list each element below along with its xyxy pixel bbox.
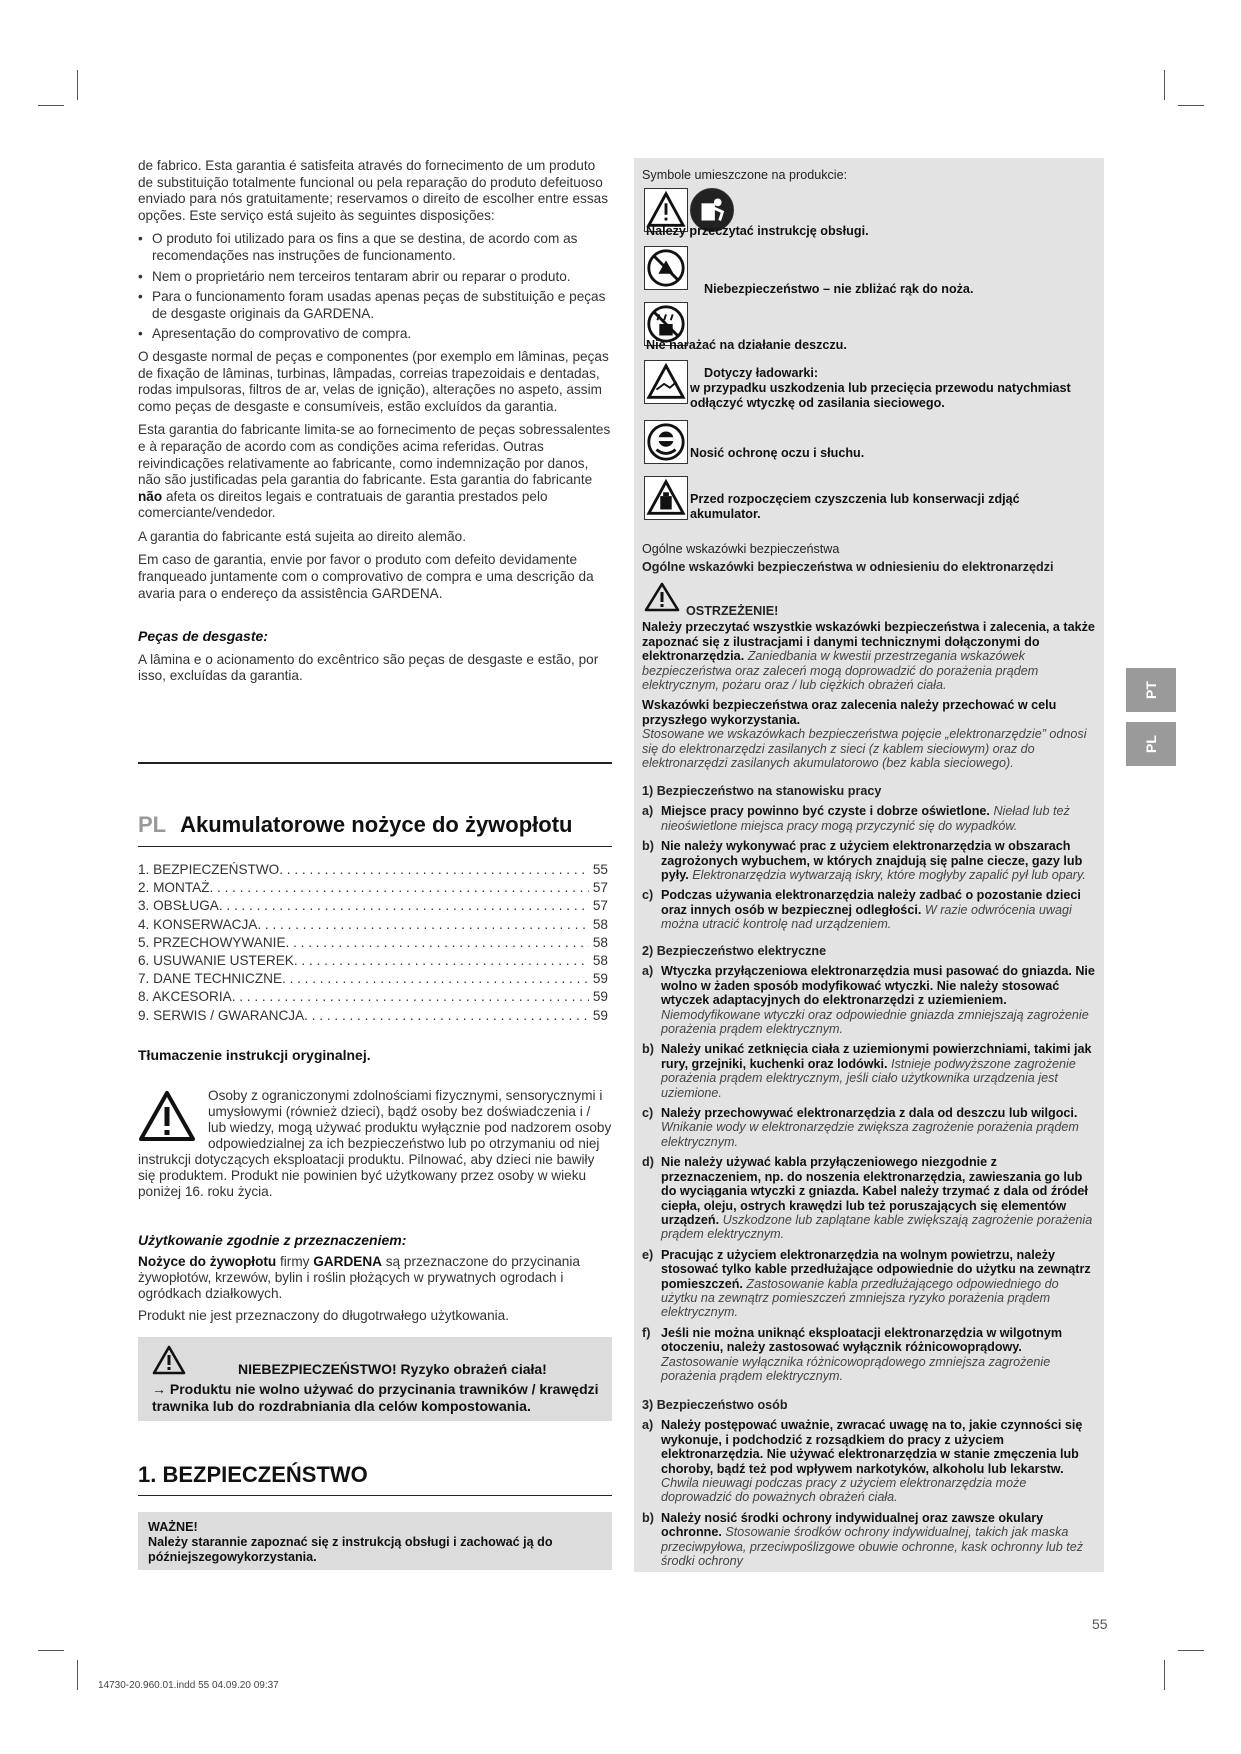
item-label: c) xyxy=(642,888,654,903)
toc-entry[interactable] xyxy=(138,861,608,879)
warranty-intro: de fabrico. Esta garantia é satisfeita através do fornecimento de um produto de substituição totalmente funcional ou pela reparação do produto defeituoso enviado para nós gratuitamente; reservamos o direito de escolher entre essas opções. Este serviço está sujeito às seguintes disposições: xyxy=(138,158,608,223)
section-title: 2) Bezpieczeństwo elektryczne xyxy=(642,944,827,958)
item-italic: W razie odwrócenia uwagi można utracić kontrolę nad urządzeniem. xyxy=(661,902,1072,932)
symbol-label-title: Dotyczy ładowarki: xyxy=(704,366,819,380)
toc-label: 1. BEZPIECZEŃSTWO xyxy=(138,862,280,877)
remove-battery-icon xyxy=(644,476,688,520)
warning-text xyxy=(642,620,1097,693)
toc-entry[interactable] xyxy=(138,897,608,915)
print-footer: 14730-20.960.01.indd 55 04.09.20 09:37 xyxy=(98,1680,279,1691)
item-label: a) xyxy=(642,1418,654,1433)
limit-bold: não xyxy=(138,488,163,504)
symbol-label: w przypadku uszkodzenia lub przecięcia przewodu natychmiast odłączyć wtyczkę od zasilania sieciowego. xyxy=(690,381,1071,410)
item-italic: Chwila nieuwagi podczas pracy z użyciem elektronarzędzia może doprowadzić do poważnych obrażeń ciała. xyxy=(661,1476,1027,1505)
item-italic: Niemodyfikowane wtyczki oraz odpowiednie gniazda zmniejszają zagrożenie porażenia prądem elektrycznym. xyxy=(661,1007,1089,1037)
item-italic: Istnieje podwyższone zagrożenie porażenia prądem elektrycznym, jeśli ciało użytkownika urządzenia jest uziemione. xyxy=(661,1056,1076,1100)
crop-mark xyxy=(1164,70,1165,100)
warning-triangle-icon xyxy=(138,1090,196,1142)
toc-page: 58 xyxy=(592,934,608,950)
toc-page: 55 xyxy=(592,862,608,877)
warning-italic: Zaniedbania w kwestii przestrzegania wskazówek bezpieczeństwa oraz zaleceń mogą doprowadzić do porażenia prądem elektrycznym, pożaru oraz / lub ciężkich obrażeń ciała. xyxy=(642,649,1039,693)
danger-text xyxy=(152,1381,602,1415)
list-item xyxy=(642,964,1097,1036)
toc-entry[interactable] xyxy=(138,934,608,952)
toc-page: 57 xyxy=(592,880,608,896)
item-italic: Zastosowanie wyłącznika różnicowoprądowego zmniejsza zagrożenie porażenia prądem elektrycznym. xyxy=(661,1354,1051,1383)
item-italic: Nieład lub też nieoświetlone miejsca pracy mogą przyczynić się do wypadków. xyxy=(661,804,1070,833)
crop-mark xyxy=(38,1650,64,1651)
item-label: d) xyxy=(642,1155,654,1170)
toc-entry[interactable] xyxy=(138,879,608,897)
item-bold: Wtyczka przyłączeniowa elektronarzędzia musi pasować do gniazda. Nie wolno w żaden sposób modyfikować wtyczki. Nie należy stosować wtyczek adaptacyjnych do elektronarzędzi z uziemieniem. xyxy=(661,964,1095,1008)
toc-leader xyxy=(279,861,589,879)
item-bold: Nie należy wykonywać prac z użyciem elektronarzędzia w obszarach zagrożonych wybuchem, w których znajdują się palne ciecze, gazy lub pyły. xyxy=(661,839,1083,883)
intended-use-text xyxy=(138,1254,612,1302)
list-item: • Nem o proprietário nem terceiros tentaram abrir ou reparar o produto. xyxy=(138,269,612,286)
toc-leader xyxy=(282,970,589,988)
limit-text-1: Esta garantia do fabricante limita-se ao fornecimento de peças sobressalentes e à reparação de acordo com as condições acima referidas. Outras reivindicações relativamente ao fabricante, como indemnização por danos, não são justificadas pela garantia do fabricante. Esta garantia do fabricante xyxy=(138,422,611,488)
toc-label: 4. KONSERWACJA xyxy=(138,916,258,932)
title-underline xyxy=(138,846,612,847)
general-safety-subheading: Ogólne wskazówki bezpieczeństwa w odniesieniu do elektronarzędzi xyxy=(642,560,1054,574)
tab-pl[interactable] xyxy=(1126,722,1176,766)
toc-entry[interactable] xyxy=(138,1007,608,1025)
warranty-conditions-list xyxy=(138,231,612,343)
item-bold: Należy nosić środki ochrony indywidualnej oraz zawsze okulary ochronne. xyxy=(661,1510,1044,1540)
section-title: 1) Bezpieczeństwo na stanowisku pracy xyxy=(642,784,882,798)
list-item: • O produto foi utilizado para os fins a que se destina, de acordo com as recomendações nas instruções de funcionamento. xyxy=(138,231,612,264)
table-of-contents xyxy=(138,861,608,1025)
item-italic: Zastosowanie kabla przedłużającego odpowiedniego do użytku na zewnątrz pomieszczeń zmniejsza ryzyko porażenia prądem elektrycznym. xyxy=(661,1276,1059,1320)
item-label: e) xyxy=(642,1247,654,1262)
crop-mark xyxy=(1164,1660,1165,1690)
item-italic: Elektronarzędzia wytwarzają iskry, które mogłyby zapalić pył lub opary. xyxy=(692,868,1086,883)
item-label: b) xyxy=(642,839,654,854)
product-name: Nożyce do żywopłotu xyxy=(138,1254,277,1269)
limit-text-2: afeta os direitos legais e contratuais de garantia prestados pelo comerciante/vendedor. xyxy=(138,488,548,521)
list-item: • Para o funcionamento foram usadas apenas peças de substituição e peças de desgaste originais da GARDENA. xyxy=(138,289,612,322)
section-title: 3) Bezpieczeństwo osób xyxy=(642,1398,788,1412)
keep-hands-away-icon xyxy=(644,246,688,290)
item-label: a) xyxy=(642,964,654,979)
usage-text-1: firmy xyxy=(280,1254,310,1269)
item-label: a) xyxy=(642,804,654,819)
toc-leader xyxy=(286,934,589,952)
list-item xyxy=(642,1155,1097,1241)
section-divider xyxy=(138,762,612,764)
item-bold: Pracując z użyciem elektronarzędzia na wolnym powietrzu, należy stosować tylko kable przedłużające odpowiednie do użytku na zewnątrz pomieszczeń. xyxy=(661,1247,1091,1291)
warning-label: OSTRZEŻENIE! xyxy=(686,604,779,618)
toc-entry[interactable] xyxy=(138,988,608,1006)
intended-use-section xyxy=(138,1232,612,1330)
toc-label: 2. MONTAŻ xyxy=(138,880,210,896)
children-warning xyxy=(138,1088,612,1200)
tab-label: PL xyxy=(1143,735,1159,753)
danger-notice xyxy=(138,1337,612,1421)
eye-ear-protection-icon xyxy=(644,420,688,464)
toc-page: 58 xyxy=(592,953,608,969)
list-item xyxy=(642,1042,1097,1100)
warning-triangle-icon xyxy=(644,582,680,612)
warning-triangle-icon xyxy=(152,1345,186,1375)
danger-text-content: Produktu nie wolno używać do przycinania trawników / krawędzi trawnika lub do rozdrabniania dla celów kompostowania. xyxy=(152,1381,599,1414)
item-label: c) xyxy=(642,1106,654,1121)
page-title xyxy=(138,812,572,838)
item-label: b) xyxy=(642,1042,654,1057)
toc-leader xyxy=(232,988,589,1006)
item-bold: Podczas używania elektronarzędzia należy zadbać o pozostanie dzieci oraz innych osób w bezpiecznej odległości. xyxy=(661,888,1081,917)
item-label: b) xyxy=(642,1510,654,1525)
crop-mark xyxy=(1178,105,1204,106)
toc-leader xyxy=(294,952,589,970)
intended-use-heading: Użytkowanie zgodnie z przeznaczeniem: xyxy=(138,1232,407,1248)
important-notice xyxy=(138,1512,612,1570)
language-code: PL xyxy=(138,812,167,837)
toc-page: 58 xyxy=(592,916,608,932)
list-item xyxy=(642,1511,1097,1569)
toc-leader xyxy=(257,916,589,934)
wear-parts-text: A lâmina e o acionamento do excêntrico são peças de desgaste e estão, por isso, excluídas da garantia. xyxy=(138,651,599,684)
symbol-label: Przed rozpoczęciem czyszczenia lub konserwacji zdjąć akumulator. xyxy=(690,492,1020,521)
tab-label: PT xyxy=(1143,681,1159,699)
toc-entry[interactable] xyxy=(138,952,608,970)
toc-label: 8. AKCESORIA xyxy=(138,989,232,1005)
wear-parts-heading: Peças de desgaste: xyxy=(138,628,268,645)
safety-list-electrical xyxy=(642,944,1097,1389)
wear-paragraph: O desgaste normal de peças e componentes (por exemplo em lâminas, peças de fixação de lâminas, turbinas, lâmpadas, correias trapezoidais e dentadas, rodas impulsoras, filtros de ar, velas de ignição), alterações no aspeto, assim como peças de desgaste e consumíveis, estão excluídos da garantia. xyxy=(138,348,609,414)
case-paragraph: Em caso de garantia, envie por favor o produto com defeito devidamente franqueado juntamente com o comprovativo de compra e uma descrição da avaria para o endereço da assistência GARDENA. xyxy=(138,552,594,601)
list-item xyxy=(642,1418,1097,1504)
keep-italic: Stosowane we wskazówkach bezpieczeństwa pojęcie „elektronarzędzie” odnosi się do elektronarzędzi zasilanych z sieci (z kablem sieciowym) oraz do elektronarzędzi zasilanych akumulatorowo (bez kabla sieciowego). xyxy=(642,727,1087,771)
list-item xyxy=(642,888,1097,931)
charger-warning-icon xyxy=(644,360,688,404)
crop-mark xyxy=(77,1660,78,1690)
list-item: • Apresentação do comprovativo de compra. xyxy=(138,326,612,343)
law-paragraph: A garantia do fabricante está sujeita ao direito alemão. xyxy=(138,528,466,544)
toc-leader xyxy=(210,879,589,897)
item-italic: Stosowanie środków ochrony indywidualnej, takich jak maska przeciwpyłowa, przeciwpoślizgowe obuwie ochronne, kask ochronny lub też środki ochrony xyxy=(661,1525,1084,1569)
safety-panel xyxy=(634,158,1104,1572)
important-text: Należy starannie zapoznać się z instrukcją obsługi i zachować ją do późniejszegowykorzystania. xyxy=(148,1535,553,1564)
toc-label: 3. OBSŁUGA xyxy=(138,898,219,914)
children-warning-text: Osoby z ograniczonymi zdolnościami fizycznymi, sensorycznymi i umysłowymi (również dzieci), bądź osoby bez doświadczenia i / lub wiedzy, mogą używać produktu wyłącznie pod nadzorem osoby odpowiedzialnej za ich bezpieczeństwo lub po otrzymaniu od niej instrukcji dotyczących eksploatacji produktu. Pilnować, aby dzieci nie bawiły się produktem. Produkt nie powinien być użytkowany przez osoby w wieku poniżej 16. roku życia. xyxy=(138,1088,612,1199)
crop-mark xyxy=(38,105,64,106)
toc-page: 59 xyxy=(592,1007,608,1023)
item-bold: Należy przechowywać elektronarzędzia z dala od deszczu lub wilgoci. xyxy=(661,1106,1078,1121)
toc-label: 9. SERWIS / GWARANCJA xyxy=(138,1007,305,1023)
toc-label: 7. DANE TECHNICZNE xyxy=(138,971,283,987)
crop-mark xyxy=(1178,1650,1204,1651)
toc-entry[interactable] xyxy=(138,916,608,934)
warning-bold: Należy przeczytać wszystkie wskazówki bezpieczeństwa i zalecenia, a także zapoznać się z ilustracjami i danymi technicznymi dołączonymi do elektronarzędzia. xyxy=(642,620,1095,664)
item-italic: Uszkodzone lub zaplątane kable zwiększają zagrożenie porażenia prądem elektrycznym. xyxy=(661,1212,1093,1242)
toc-leader xyxy=(219,897,589,915)
list-item xyxy=(642,1326,1097,1384)
toc-page: 59 xyxy=(592,989,608,1005)
symbols-heading: Symbole umieszczone na produkcie: xyxy=(642,168,848,182)
safety-list-workplace xyxy=(642,784,1097,938)
item-bold: Nie należy używać kabla przyłączeniowego niezgodnie z przeznaczeniem, np. do noszenia elektronarzędzia, zawieszania go lub do wyciągania wtyczki z gniazda. Kabel należy trzymać z dala od źródeł ciepła, oleju, ostrych krawędzi lub też poruszających się elementów urządzeń. xyxy=(661,1155,1088,1227)
safety-list-personal xyxy=(642,1398,1097,1574)
usage-limitation: Produkt nie jest przeznaczony do długotrwałego użytkowania. xyxy=(138,1308,510,1323)
symbol-label: Nie narażać na działanie deszczu. xyxy=(646,338,847,352)
list-item xyxy=(642,804,1097,833)
section-heading-safety: 1. BEZPIECZEŃSTWO xyxy=(138,1462,368,1487)
important-title: WAŻNE! xyxy=(148,1520,198,1534)
toc-label: 5. PRZECHOWYWANIE xyxy=(138,934,286,950)
item-bold: Jeśli nie można uniknąć eksploatacji elektronarzędzia w wilgotnym otoczeniu, należy zastosować wyłącznik różnicowoprądowy. xyxy=(661,1325,1063,1355)
page-number: 55 xyxy=(1092,1616,1108,1632)
translation-note: Tłumaczenie instrukcji oryginalnej. xyxy=(138,1047,371,1063)
item-italic: Wnikanie wody w elektronarzędzie zwiększa zagrożenie porażenia prądem elektrycznym. xyxy=(661,1120,1079,1149)
symbol-label: Nosić ochronę oczu i słuchu. xyxy=(690,446,865,460)
product-title: Akumulatorowe nożyce do żywopłotu xyxy=(180,812,573,837)
item-bold: Należy unikać zetknięcia ciała z uziemionymi powierzchniami, takimi jak rury, grzejniki, kuchenki oraz lodówki. xyxy=(661,1042,1092,1071)
tab-pt[interactable] xyxy=(1126,668,1176,712)
brand-name: GARDENA xyxy=(313,1254,382,1269)
warranty-text-pt xyxy=(138,158,612,692)
symbol-label: Należy przeczytać instrukcję obsługi. xyxy=(646,224,869,238)
keep-bold: Wskazówki bezpieczeństwa oraz zalecenia należy przechować w celu przyszłego wykorzystania. xyxy=(642,698,1057,727)
item-label: f) xyxy=(642,1325,651,1340)
crop-mark xyxy=(77,70,78,100)
arrow-right-icon: → xyxy=(152,1381,170,1397)
keep-instructions-text xyxy=(642,698,1097,771)
symbol-label: Niebezpieczeństwo – nie zbliżać rąk do noża. xyxy=(704,282,974,296)
limit-paragraph xyxy=(138,422,612,522)
list-item xyxy=(642,839,1097,882)
item-bold: Miejsce pracy powinno być czyste i dobrze oświetlone. xyxy=(661,804,990,819)
general-safety-heading: Ogólne wskazówki bezpieczeństwa xyxy=(642,542,840,556)
toc-label: 6. USUWANIE USTEREK xyxy=(138,953,294,969)
list-item xyxy=(642,1248,1097,1320)
heading-underline xyxy=(138,1495,612,1496)
list-item xyxy=(642,1106,1097,1149)
usage-text-2: są przeznaczone do przycinania żywopłotów, krzewów, bylin i roślin płożących w prywatnych ogrodach i ogródkach działkowych. xyxy=(138,1254,580,1301)
toc-entry[interactable] xyxy=(138,970,608,988)
toc-leader xyxy=(304,1007,589,1025)
danger-title: NIEBEZPIECZEŃSTWO! Ryzyko obrażeń ciała! xyxy=(238,1361,547,1377)
toc-page: 59 xyxy=(592,971,608,987)
toc-page: 57 xyxy=(592,898,608,914)
item-bold: Należy postępować uważnie, zwracać uwagę na to, jakie czynności się wykonuje, i podchodzić z rozsądkiem do pracy z użyciem elektronarzędzia. Nie używać elektronarzędzia w stanie zmęczenia lub choroby, bądź też pod wpływem narkotyków, alkoholu lub lekarstw. xyxy=(661,1418,1083,1476)
